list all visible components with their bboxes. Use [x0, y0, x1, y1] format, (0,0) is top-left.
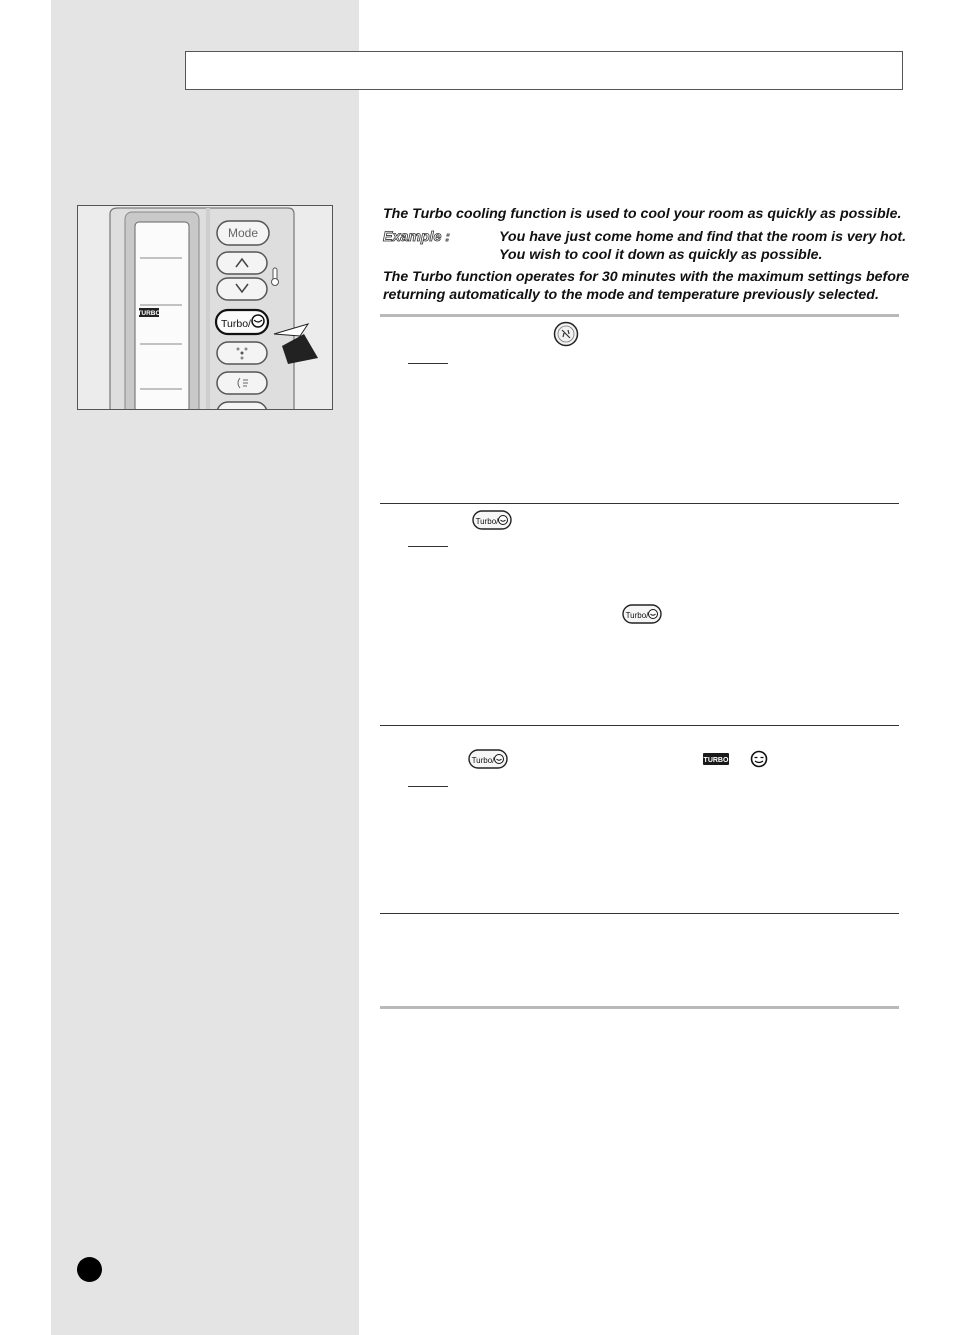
example-block	[383, 228, 913, 264]
turbo-button-icon	[622, 603, 662, 625]
note-marker	[408, 546, 448, 547]
svg-text:Turbo/: Turbo/	[625, 611, 649, 620]
page-number-marker	[77, 1257, 102, 1282]
swing-button[interactable]	[217, 372, 267, 394]
turbo-display-badge-text: TURBO	[137, 310, 161, 317]
turbo-badge-icon	[703, 753, 729, 765]
remote-control-figure	[77, 205, 333, 410]
section-divider	[380, 503, 899, 504]
section-divider	[380, 725, 899, 726]
sleep-face-icon	[252, 315, 264, 327]
mode-button-icon	[553, 321, 579, 347]
intro-duration-note: The Turbo function operates for 30 minutes with the maximum settings before returning automatically to the mode and temperature previously selected.	[383, 269, 910, 303]
turbo-button-icon	[472, 510, 512, 530]
note-marker	[408, 363, 448, 364]
section-divider-bottom	[380, 1006, 899, 1009]
thermometer-icon	[272, 268, 279, 286]
turbo-button-icon	[468, 749, 508, 769]
page-title-box	[185, 51, 903, 90]
partial-button[interactable]	[217, 402, 267, 410]
temp-down-button[interactable]	[217, 278, 267, 300]
example-label: Example :	[383, 229, 451, 245]
mode-button-label: Mode	[227, 226, 259, 240]
temp-up-button[interactable]	[217, 252, 267, 274]
section-divider	[380, 913, 899, 914]
intro-description: The Turbo cooling function is used to cool your room as quickly as possible.	[383, 206, 902, 222]
svg-text:Turbo/: Turbo/	[471, 756, 495, 765]
remote-control-illustration	[78, 206, 333, 410]
turbo-badge-text: TURBO	[703, 757, 729, 764]
side-panel	[51, 0, 359, 1335]
sleep-face-icon	[749, 750, 769, 768]
intro-section	[383, 205, 913, 304]
svg-text:Turbo/: Turbo/	[475, 517, 499, 526]
turbo-button-label: Turbo/	[221, 318, 251, 330]
note-marker	[408, 786, 448, 787]
example-text: You have just come home and find that the room is very hot. You wish to cool it down as quickly as possible.	[499, 229, 907, 263]
section-divider-top	[380, 314, 899, 317]
